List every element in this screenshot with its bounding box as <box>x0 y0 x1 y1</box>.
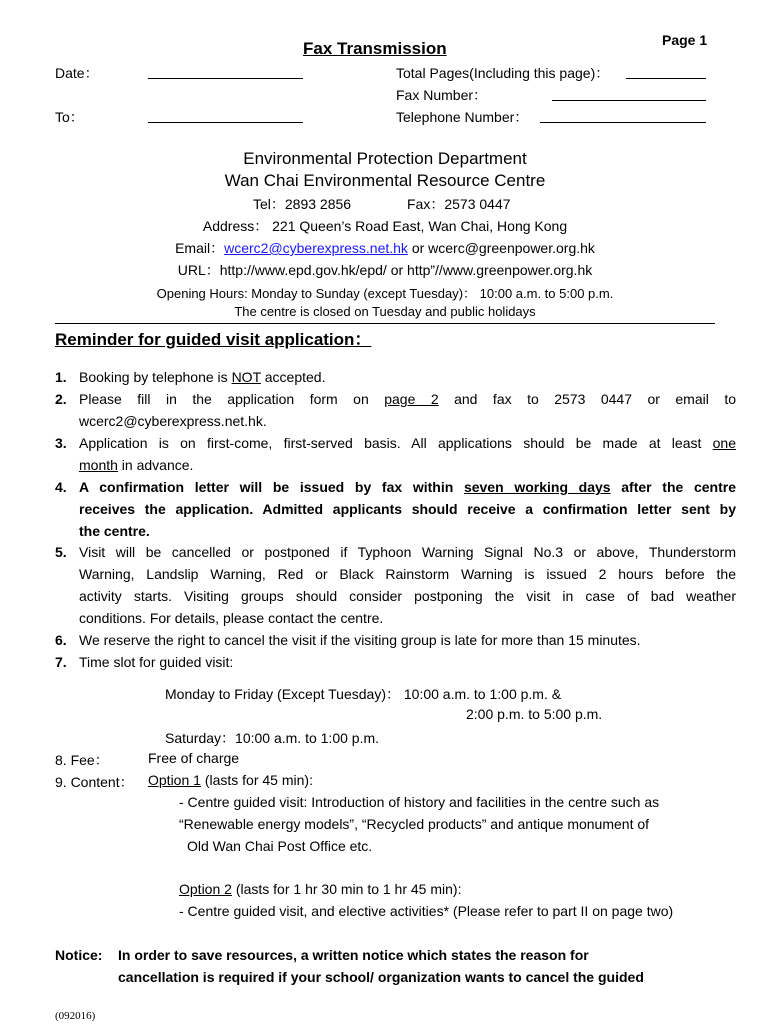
timeslot-weekday-afternoon: 2:00 p.m. to 5:00 p.m. <box>466 706 603 722</box>
fee-label: 8. Fee： <box>55 752 109 768</box>
reminder-item-5-line3: activity starts. Visiting groups should consider postponing the visit in case of bad weather <box>79 588 736 604</box>
item-number-3: 3. <box>55 435 67 451</box>
total-pages-label: Total Pages(Including this page)： <box>396 65 610 81</box>
notice-line2: cancellation is required if your school/ organization wants to cancel the guided <box>118 969 644 985</box>
email-label: Email： <box>175 240 225 256</box>
reminder-item-5-line2: Warning, Landslip Warning, Red or Black Rainstorm Warning is issued 2 hours before the <box>79 566 736 582</box>
section-divider <box>55 323 715 324</box>
timeslot-saturday: Saturday：10:00 a.m. to 1:00 p.m. <box>165 730 380 746</box>
reminder-item-2-line2: wcerc2@cyberexpress.net.hk. <box>79 413 267 429</box>
page-title: Fax Transmission <box>303 39 447 58</box>
reminder-item-4-line1 <box>79 479 736 495</box>
reminder-item-2-line1 <box>79 391 736 407</box>
fax-number-label: Fax Number： <box>396 87 488 103</box>
date-label: Date： <box>55 65 99 81</box>
reminder-item-3-line2 <box>79 457 193 473</box>
fax-number-field-line[interactable] <box>552 100 706 101</box>
item-number-4: 4. <box>55 479 67 495</box>
item2-text: Please fill in the application form on <box>79 391 385 407</box>
option-1-line1: - Centre guided visit: Introduction of history and facilities in the centre such as <box>179 794 660 810</box>
email-link[interactable]: wcerc2@cyberexpress.net.hk <box>224 240 408 256</box>
form-code: (092016) <box>55 1010 96 1022</box>
option-2-label: Option 2 <box>179 881 232 897</box>
centre-telephone: Tel：2893 2856 <box>253 196 352 212</box>
centre-name: Wan Chai Environmental Resource Centre <box>224 171 546 190</box>
reminder-item-1 <box>79 369 325 385</box>
item-number-7: 7. <box>55 654 67 670</box>
to-label: To： <box>55 109 84 125</box>
option-1-line2: “Renewable energy models”, “Recycled products” and antique monument of <box>179 816 650 832</box>
item2-page-ref: page 2 <box>384 391 439 407</box>
reminder-item-5-line4: conditions. For details, please contact the centre. <box>79 610 384 626</box>
item-number-6: 6. <box>55 632 67 648</box>
centre-fax: Fax：2573 0447 <box>407 196 511 212</box>
item2-text-end: and fax to 2573 0447 or email to <box>438 391 736 407</box>
to-field-line[interactable] <box>148 122 303 123</box>
centre-url: URL：http://www.epd.gov.hk/epd/ or http”//www.greenpower.org.hk <box>177 262 593 278</box>
item4-text: A confirmation letter will be issued by fax within <box>79 479 464 495</box>
option-1-heading <box>148 772 313 788</box>
option-2-heading <box>179 881 461 897</box>
notice-label: Notice: <box>55 947 103 963</box>
item-number-5: 5. <box>55 544 67 560</box>
telephone-field-line[interactable] <box>540 122 706 123</box>
timeslot-weekday: Monday to Friday (Except Tuesday)： 10:00 a.m. to 1:00 p.m. & <box>165 686 562 702</box>
department-name: Environmental Protection Department <box>243 149 527 168</box>
closure-note: The centre is closed on Tuesday and public holidays <box>234 304 536 319</box>
item-number-2: 2. <box>55 391 67 407</box>
item3-text-end: in advance. <box>117 457 194 473</box>
date-field-line[interactable] <box>148 78 303 79</box>
option-1-label: Option 1 <box>148 772 201 788</box>
content-label: 9. Content： <box>55 774 134 790</box>
item4-emphasis: seven working days <box>463 479 611 495</box>
item1-text-end: accepted. <box>260 369 326 385</box>
reminder-heading: Reminder for guided visit application： <box>55 330 372 349</box>
item1-emphasis: NOT <box>231 369 261 385</box>
reminder-item-4-line2: receives the application. Admitted applicants should receive a confirmation letter sent by <box>79 501 736 517</box>
option-2-line1: - Centre guided visit, and elective activities* (Please refer to part II on page two) <box>179 903 674 919</box>
total-pages-field-line[interactable] <box>626 78 706 79</box>
centre-address: Address： 221 Queen’s Road East, Wan Chai, Hong Kong <box>202 218 568 234</box>
reminder-item-7: Time slot for guided visit: <box>79 654 234 670</box>
centre-email <box>0 238 770 258</box>
option-1-duration: (lasts for 45 min): <box>200 772 313 788</box>
reminder-item-3-line1 <box>79 435 736 451</box>
email-alt: or wcerc@greenpower.org.hk <box>407 240 595 256</box>
option-1-line3: Old Wan Chai Post Office etc. <box>187 838 373 854</box>
fee-value: Free of charge <box>148 750 240 766</box>
item3-emphasis-2: month <box>79 457 118 473</box>
page-number: Page 1 <box>662 32 708 48</box>
item3-text: Application is on first-come, first-served basis. All applications should be made at least <box>79 435 713 451</box>
item4-text-end: after the centre <box>610 479 736 495</box>
notice-line1: In order to save resources, a written notice which states the reason for <box>118 947 589 963</box>
opening-hours: Opening Hours: Monday to Sunday (except Tuesday)： 10:00 a.m. to 5:00 p.m. <box>156 286 614 301</box>
reminder-item-6: We reserve the right to cancel the visit if the visiting group is late for more than 15 minutes. <box>79 632 641 648</box>
item-number-1: 1. <box>55 369 67 385</box>
option-2-duration: (lasts for 1 hr 30 min to 1 hr 45 min): <box>231 881 462 897</box>
telephone-label: Telephone Number： <box>396 109 529 125</box>
item1-text: Booking by telephone is <box>79 369 232 385</box>
reminder-item-5-line1: Visit will be cancelled or postponed if Typhoon Warning Signal No.3 or above, Thunderstorm <box>79 544 736 560</box>
item3-emphasis: one <box>712 435 736 451</box>
reminder-item-4-line3: the centre. <box>79 523 150 539</box>
